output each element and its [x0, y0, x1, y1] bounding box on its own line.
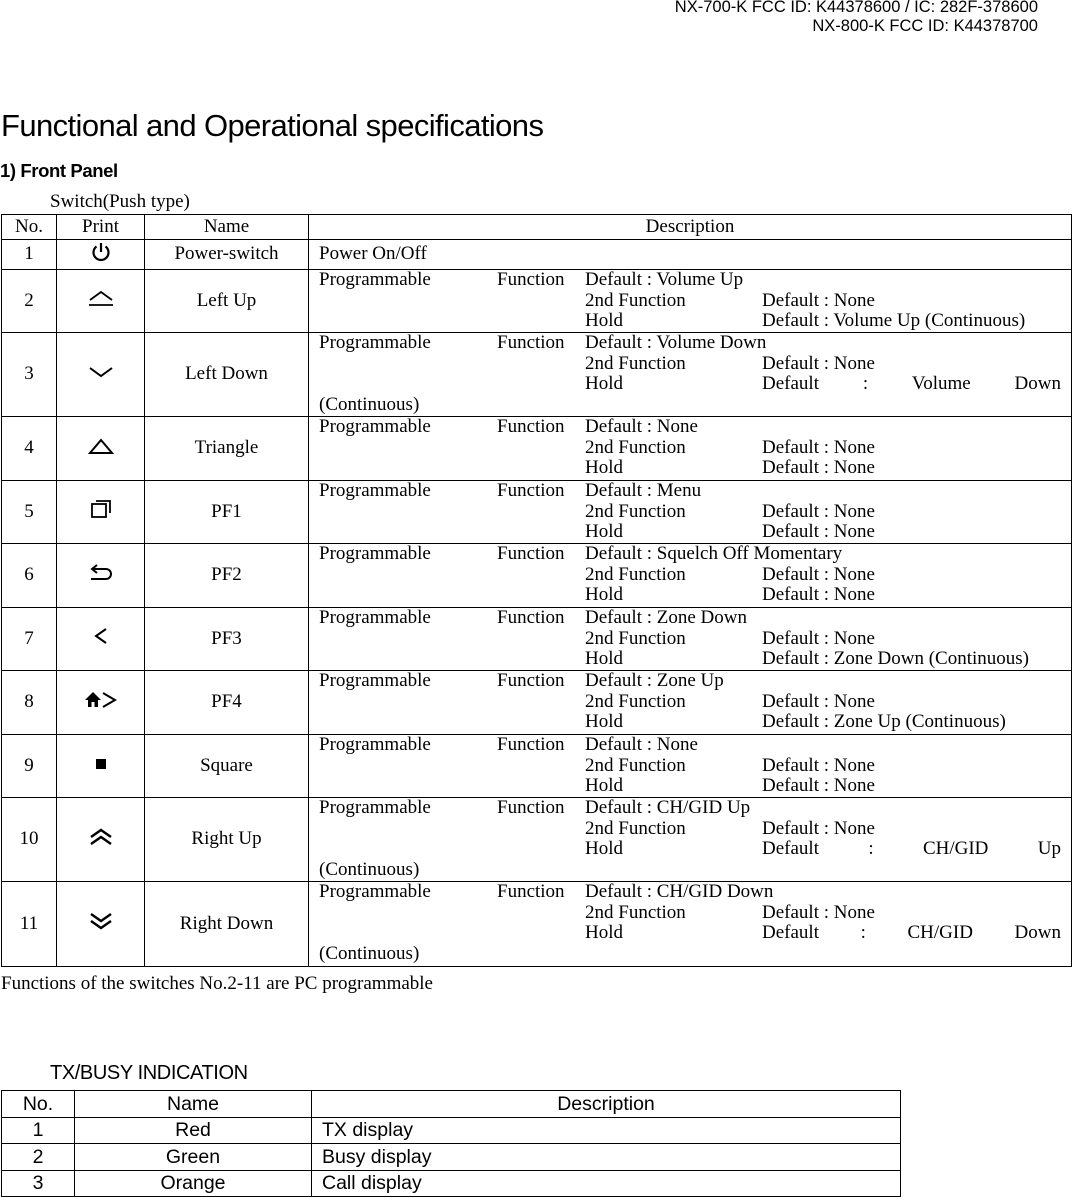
- switch-number: 2: [2, 270, 57, 333]
- programmable-label: Programmable: [319, 480, 431, 501]
- switch-print: [57, 798, 145, 882]
- chevron-down-icon: [87, 364, 115, 385]
- switch-number: 11: [2, 882, 57, 967]
- hold-value-2: Down: [1014, 373, 1061, 394]
- hold-default-word: Default: [762, 922, 819, 943]
- switch-description: [309, 798, 1072, 882]
- switch-name: PF2: [145, 544, 309, 608]
- switch-row: [2, 481, 1072, 544]
- second-function-default: Default : None: [762, 289, 875, 311]
- switch-name: PF1: [145, 481, 309, 544]
- switch-description: [309, 882, 1072, 967]
- switch-name: Right Up: [145, 798, 309, 882]
- second-function-label: 2nd Function: [585, 436, 686, 458]
- continuous-label: (Continuous): [319, 393, 420, 415]
- footnote: Functions of the switches No.2-11 are PC programmable: [1, 973, 433, 994]
- switch-number: 1: [2, 240, 57, 270]
- tx-description: Call display: [312, 1170, 901, 1197]
- default-function: Default : Zone Down: [585, 607, 747, 628]
- square-icon: [93, 755, 109, 777]
- switch-number: 8: [2, 671, 57, 735]
- switch-print: [57, 544, 145, 608]
- function-label: Function: [497, 734, 565, 755]
- double-chevron-down-icon: [87, 911, 115, 937]
- switch-print: [57, 608, 145, 671]
- function-label: Function: [497, 480, 565, 501]
- switch-name: Left Up: [145, 270, 309, 333]
- hold-label: Hold: [585, 838, 623, 859]
- switch-description: [309, 417, 1072, 481]
- tx-row: [2, 1170, 901, 1197]
- switch-row: [2, 333, 1072, 417]
- tx-color-name: Green: [75, 1144, 312, 1171]
- switch-name: Square: [145, 735, 309, 798]
- header-line-2: NX-800-K FCC ID: K44378700: [812, 17, 1038, 35]
- switch-print: [57, 333, 145, 417]
- power-icon: [90, 241, 112, 269]
- col-header-description: Description: [309, 215, 1072, 240]
- tx-col-header-name: Name: [75, 1091, 312, 1118]
- page-header: [675, 0, 1038, 36]
- switch-row: [2, 735, 1072, 798]
- switch-description: [309, 735, 1072, 798]
- tx-row: [2, 1117, 901, 1144]
- switch-table-header: [2, 215, 1072, 240]
- second-function-default: Default : None: [762, 627, 875, 649]
- double-chevron-up-icon: [87, 827, 115, 853]
- switch-row: [2, 417, 1072, 481]
- function-label: Function: [497, 881, 565, 902]
- second-function-default: Default : None: [762, 754, 875, 776]
- switch-row: [2, 671, 1072, 735]
- col-header-no: No.: [2, 215, 57, 240]
- default-function: Default : Volume Up: [585, 269, 744, 290]
- page-title: Functional and Operational specifications: [1, 108, 544, 143]
- tx-number: 3: [2, 1170, 75, 1197]
- switch-description: [309, 608, 1072, 671]
- hold-value-2: Down: [1014, 922, 1061, 943]
- switch-description: [309, 240, 1072, 270]
- default-function: Default : CH/GID Down: [585, 881, 774, 902]
- switch-print: [57, 481, 145, 544]
- section-heading: 1) Front Panel: [0, 160, 118, 181]
- programmable-label: Programmable: [319, 797, 431, 818]
- function-label: Function: [497, 607, 565, 628]
- programmable-label: Programmable: [319, 734, 431, 755]
- col-header-name: Name: [145, 215, 309, 240]
- function-label: Function: [497, 543, 565, 564]
- hold-default: Default : Volume Up (Continuous): [762, 310, 1026, 331]
- hold-colon: :: [860, 922, 866, 943]
- switch-number: 10: [2, 798, 57, 882]
- default-function: Default : Squelch Off Momentary: [585, 543, 843, 564]
- header-line-1: NX-700-K FCC ID: K44378600 / IC: 282F-378600: [674, 0, 1038, 16]
- switch-number: 5: [2, 481, 57, 544]
- second-function-label: 2nd Function: [585, 817, 686, 839]
- tx-table-header: [2, 1091, 901, 1118]
- second-function-default: Default : None: [762, 817, 875, 839]
- programmable-label: Programmable: [319, 416, 431, 437]
- hold-default: Default : Zone Down (Continuous): [762, 648, 1030, 669]
- switch-name: Triangle: [145, 417, 309, 481]
- function-label: Function: [497, 670, 565, 691]
- hold-default: Default : None: [762, 457, 875, 478]
- switch-print: [57, 735, 145, 798]
- programmable-label: Programmable: [319, 881, 431, 902]
- function-label: Function: [497, 416, 565, 437]
- tx-col-header-no: No.: [2, 1091, 75, 1118]
- hold-default-word: Default: [762, 838, 819, 859]
- hold-label: Hold: [585, 584, 623, 605]
- default-function: Default : Menu: [585, 480, 702, 501]
- default-function: Default : None: [585, 734, 698, 755]
- programmable-label: Programmable: [319, 269, 431, 290]
- tx-description: Busy display: [312, 1144, 901, 1171]
- switch-number: 4: [2, 417, 57, 481]
- hold-label: Hold: [585, 648, 623, 669]
- second-function-label: 2nd Function: [585, 352, 686, 374]
- continuous-label: (Continuous): [319, 858, 420, 880]
- triangle-icon: [87, 437, 115, 461]
- default-function: Default : None: [585, 416, 698, 437]
- switch-number: 3: [2, 333, 57, 417]
- switch-print: [57, 671, 145, 735]
- switch-print: [57, 240, 145, 270]
- switch-number: 6: [2, 544, 57, 608]
- switch-row: [2, 544, 1072, 608]
- hold-default-word: Default: [762, 373, 819, 394]
- hold-label: Hold: [585, 711, 623, 732]
- tx-number: 1: [2, 1117, 75, 1144]
- switch-description: [309, 544, 1072, 608]
- hold-default: Default : Zone Up (Continuous): [762, 711, 1006, 732]
- function-label: Function: [497, 269, 565, 290]
- second-function-default: Default : None: [762, 901, 875, 923]
- hold-label: Hold: [585, 521, 623, 542]
- default-function: Default : Volume Down: [585, 332, 767, 353]
- default-function: Default : Zone Up: [585, 670, 724, 691]
- second-function-default: Default : None: [762, 500, 875, 522]
- hold-value-1: Volume: [911, 373, 971, 394]
- second-function-default: Default : None: [762, 563, 875, 585]
- tx-col-header-description: Description: [312, 1091, 901, 1118]
- description-text: Power On/Off: [319, 243, 427, 265]
- second-function-default: Default : None: [762, 436, 875, 458]
- col-header-print: Print: [57, 215, 145, 240]
- function-label: Function: [497, 797, 565, 818]
- window-icon: [89, 498, 113, 526]
- switch-caption: Switch(Push type): [50, 191, 190, 212]
- second-function-label: 2nd Function: [585, 500, 686, 522]
- second-function-default: Default : None: [762, 352, 875, 374]
- switch-row: [2, 798, 1072, 882]
- switch-description: [309, 333, 1072, 417]
- switch-description: [309, 481, 1072, 544]
- switch-number: 7: [2, 608, 57, 671]
- switch-name: Right Down: [145, 882, 309, 967]
- chevron-left-icon: [91, 626, 111, 652]
- switch-name: PF3: [145, 608, 309, 671]
- default-function: Default : CH/GID Up: [585, 797, 751, 818]
- hold-label: Hold: [585, 310, 623, 331]
- continuous-label: (Continuous): [319, 942, 420, 964]
- programmable-label: Programmable: [319, 332, 431, 353]
- hold-value-2: Up: [1037, 838, 1061, 859]
- chevron-up-underline-icon: [87, 289, 115, 313]
- switch-description: [309, 671, 1072, 735]
- second-function-default: Default : None: [762, 690, 875, 712]
- second-function-label: 2nd Function: [585, 901, 686, 923]
- back-arrow-icon: [87, 563, 115, 589]
- second-function-label: 2nd Function: [585, 289, 686, 311]
- function-label: Function: [497, 332, 565, 353]
- tx-busy-table: [1, 1090, 901, 1197]
- hold-label: Hold: [585, 373, 623, 394]
- hold-default: Default : None: [762, 521, 875, 542]
- switch-print: [57, 270, 145, 333]
- tx-color-name: Red: [75, 1117, 312, 1144]
- tx-number: 2: [2, 1144, 75, 1171]
- hold-colon: :: [868, 838, 874, 859]
- tx-description: TX display: [312, 1117, 901, 1144]
- hold-default: Default : None: [762, 584, 875, 605]
- programmable-label: Programmable: [319, 607, 431, 628]
- programmable-label: Programmable: [319, 670, 431, 691]
- programmable-label: Programmable: [319, 543, 431, 564]
- second-function-label: 2nd Function: [585, 627, 686, 649]
- hold-label: Hold: [585, 457, 623, 478]
- hold-value-1: CH/GID: [922, 838, 989, 859]
- switch-row: [2, 270, 1072, 333]
- switch-name: PF4: [145, 671, 309, 735]
- switch-name: Power-switch: [145, 240, 309, 270]
- home-chevron-right-icon: [84, 690, 118, 716]
- second-function-label: 2nd Function: [585, 690, 686, 712]
- hold-default: Default : None: [762, 775, 875, 796]
- hold-label: Hold: [585, 775, 623, 796]
- switch-print: [57, 882, 145, 967]
- switch-row: [2, 608, 1072, 671]
- hold-value-1: CH/GID: [907, 922, 973, 943]
- tx-busy-caption: TX/BUSY INDICATION: [50, 1062, 248, 1084]
- tx-row: [2, 1144, 901, 1171]
- switch-row: [2, 240, 1072, 270]
- switch-row: [2, 882, 1072, 967]
- switch-name: Left Down: [145, 333, 309, 417]
- switch-print: [57, 417, 145, 481]
- switch-table: [1, 214, 1072, 967]
- second-function-label: 2nd Function: [585, 563, 686, 585]
- hold-label: Hold: [585, 922, 623, 943]
- tx-color-name: Orange: [75, 1170, 312, 1197]
- switch-description: [309, 270, 1072, 333]
- second-function-label: 2nd Function: [585, 754, 686, 776]
- hold-colon: :: [862, 373, 869, 394]
- switch-number: 9: [2, 735, 57, 798]
